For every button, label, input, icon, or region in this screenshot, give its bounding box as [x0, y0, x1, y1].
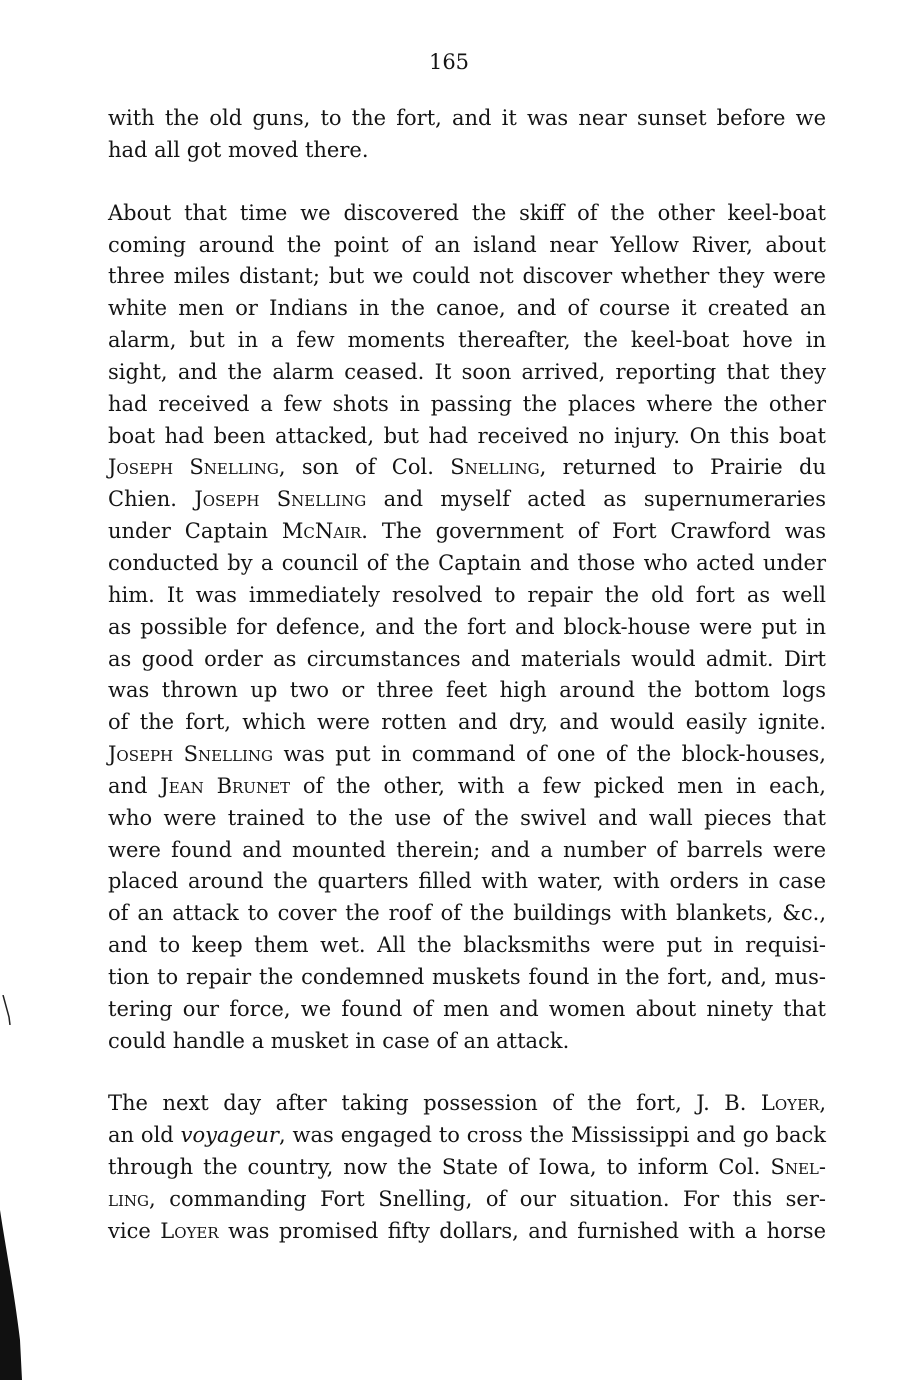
text-run: tion to repair the condemned muskets found in the fort, and, mus-: [108, 964, 826, 989]
text-line: [108, 835, 826, 867]
text-run: were found and mounted therein; and a number of barrels were: [108, 837, 826, 862]
text-run: , returned to Prairie du: [539, 455, 826, 480]
text-run: The next day after taking possession of the fort, J. B.: [108, 1091, 761, 1116]
text-run: had all got moved there.: [108, 137, 369, 162]
page-edge-shadow: [0, 1210, 22, 1380]
text-line: [108, 898, 826, 930]
text-run: through the country, now the State of Iowa, to inform Col.: [108, 1155, 771, 1180]
text-run: conducted by a council of the Captain and those who acted under: [108, 550, 826, 575]
text-run: white men or Indians in the canoe, and of course it created an: [108, 296, 826, 321]
text-run: and myself acted as supernumeraries: [366, 487, 826, 512]
text-run: was put in command of one of the block-houses,: [273, 742, 826, 767]
small-caps-name: Joseph Snelling: [108, 455, 279, 480]
text-line: [108, 771, 826, 803]
text-line: [108, 1152, 826, 1184]
text-line: [108, 962, 826, 994]
text-line: [108, 452, 826, 484]
text-line: [108, 1184, 826, 1216]
text-line: [108, 644, 826, 676]
text-line: [108, 135, 826, 167]
text-line: [108, 325, 826, 357]
text-run: as good order as circumstances and materials would admit. Dirt: [108, 646, 826, 671]
paragraph: [108, 198, 826, 1058]
text-run: three miles distant; but we could not discover whether they were: [108, 264, 826, 289]
text-run: placed around the quarters filled with water, with orders in case: [108, 869, 826, 894]
small-caps-name: McNair: [281, 519, 362, 544]
body-text: [108, 103, 826, 1248]
text-line: [108, 230, 826, 262]
text-line: [108, 739, 826, 771]
text-line: [108, 675, 826, 707]
page-number: 165: [428, 50, 470, 74]
text-line: [108, 612, 826, 644]
text-line: [108, 198, 826, 230]
text-line: [108, 994, 826, 1026]
text-run: . The government of Fort Crawford was: [361, 519, 826, 544]
text-line: [108, 803, 826, 835]
text-line: [108, 707, 826, 739]
text-line: [108, 293, 826, 325]
text-line: [108, 548, 826, 580]
text-run: was thrown up two or three feet high around the bottom logs: [108, 678, 826, 703]
text-line: [108, 580, 826, 612]
text-line: [108, 103, 826, 135]
text-run: who were trained to the use of the swivel and wall pieces that: [108, 805, 826, 830]
text-run: an old: [108, 1123, 181, 1148]
text-line: [108, 1120, 826, 1152]
margin-mark: [2, 995, 12, 1025]
text-run: could handle a musket in case of an attack.: [108, 1028, 570, 1053]
text-run: and to keep them wet. All the blacksmiths were put in requisi-: [108, 933, 826, 958]
text-line: [108, 357, 826, 389]
text-run: of an attack to cover the roof of the buildings with blankets, &c.,: [108, 901, 826, 926]
text-run: of the fort, which were rotten and dry, and would easily ignite.: [108, 710, 826, 735]
text-run: boat had been attacked, but had received no injury. On this boat: [108, 423, 826, 448]
text-run: vice: [108, 1218, 161, 1243]
text-line: [108, 1088, 826, 1120]
text-line: [108, 389, 826, 421]
text-run: under Captain: [108, 519, 282, 544]
text-run: , commanding Fort Snelling, of our situation. For this ser-: [149, 1187, 826, 1211]
text-run: Chien.: [108, 487, 195, 512]
text-run: sight, and the alarm ceased. It soon arrived, reporting that they: [108, 359, 826, 384]
text-run: About that time we discovered the skiff of the other keel-boat: [108, 200, 826, 225]
paragraph: [108, 103, 826, 167]
text-line: [108, 1026, 826, 1058]
small-caps-name: Snel-: [770, 1155, 826, 1180]
text-run: as possible for defence, and the fort and block-house were put in: [108, 614, 826, 639]
paragraph-gap: [108, 167, 826, 198]
small-caps-name: Joseph Snelling: [108, 742, 273, 767]
text-run: was promised fifty dollars, and furnished with a horse: [218, 1218, 826, 1243]
text-run: alarm, but in a few moments thereafter, the keel-boat hove in: [108, 328, 826, 353]
text-line: [108, 930, 826, 962]
small-caps-name: Loyer: [760, 1091, 820, 1116]
text-run: tering our force, we found of men and women about ninety that: [108, 996, 826, 1021]
small-caps-name: Loyer: [160, 1218, 219, 1243]
text-run: ,: [819, 1091, 826, 1116]
text-line: [108, 421, 826, 453]
text-line: [108, 1216, 826, 1248]
small-caps-name: Jean Brunet: [160, 773, 291, 798]
small-caps-name: ling: [108, 1187, 149, 1211]
text-run: coming around the point of an island near Yellow River, about: [108, 232, 826, 257]
paragraph-gap: [108, 1057, 826, 1088]
text-line: [108, 261, 826, 293]
text-run: had received a few shots in passing the places where the other: [108, 391, 826, 416]
italic-word: voyageur: [180, 1123, 279, 1148]
small-caps-name: Snelling: [450, 455, 540, 480]
text-run: , was engaged to cross the Mississippi and go back: [278, 1123, 827, 1148]
text-line: [108, 484, 826, 516]
paragraph: [108, 1088, 826, 1247]
text-run: of the other, with a few picked men in each,: [290, 773, 826, 798]
text-line: [108, 516, 826, 548]
text-run: him. It was immediately resolved to repair the old fort as well: [108, 582, 826, 607]
text-line: [108, 866, 826, 898]
text-run: and: [108, 773, 161, 798]
text-run: with the old guns, to the fort, and it was near sunset before we: [108, 106, 826, 130]
text-run: , son of Col.: [278, 455, 451, 480]
small-caps-name: Joseph Snelling: [194, 487, 367, 512]
